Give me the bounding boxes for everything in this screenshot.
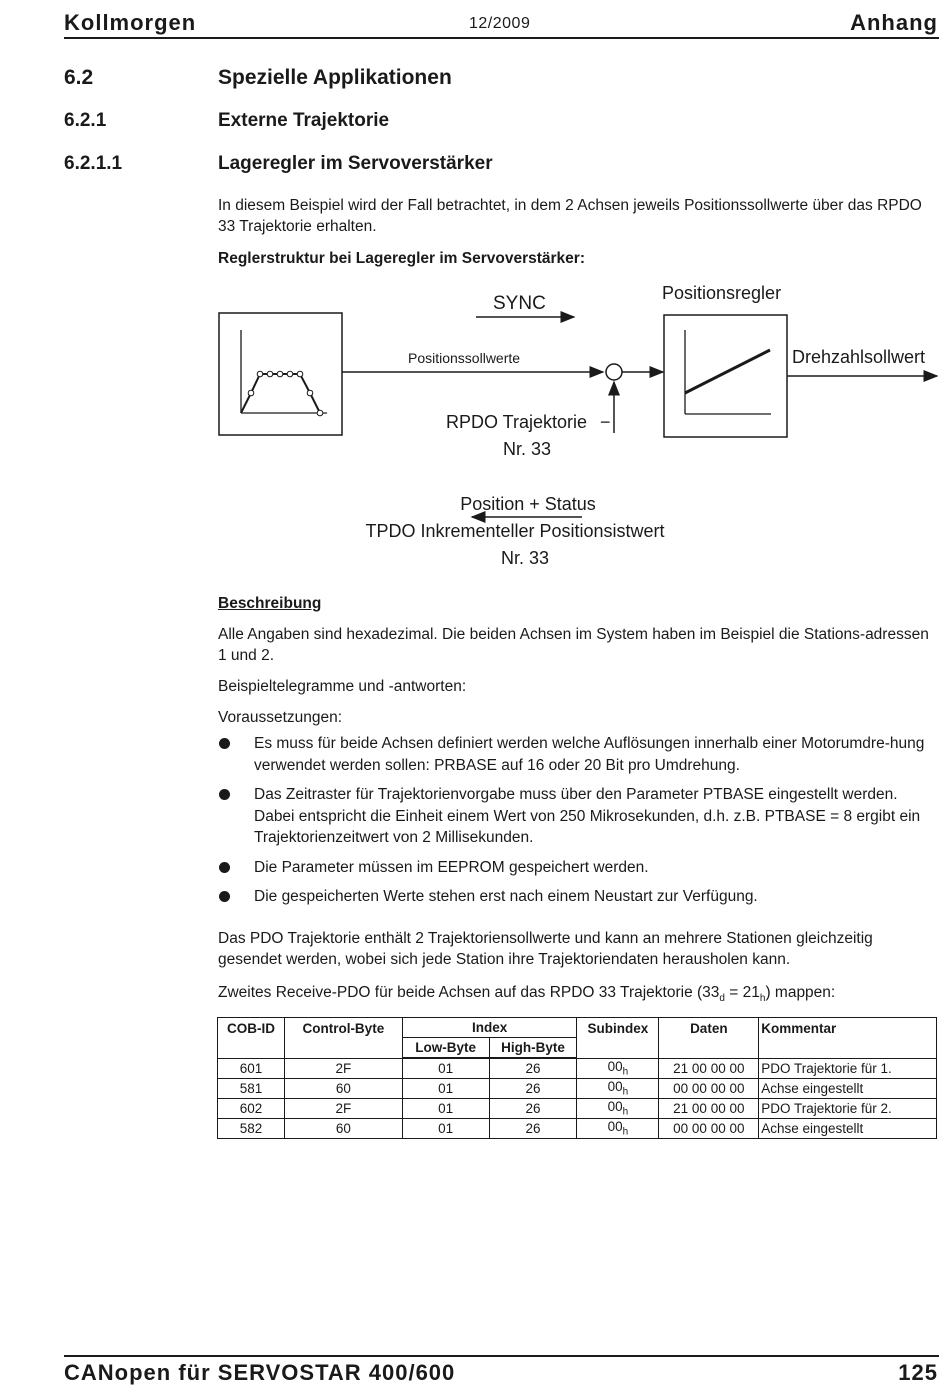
header-date: 12/2009 xyxy=(469,15,531,32)
label-drehzahlsollwert: Drehzahlsollwert xyxy=(792,347,926,367)
section-title-6-2-1-1: Lageregler im Servoverstärker xyxy=(218,153,493,174)
beschreibung-heading: Beschreibung xyxy=(218,595,322,612)
beschreibung-paragraph-1: Alle Angaben sind hexadezimal. Die beiden Achsen im System haben im Beispiel die Stations-adressen 1 und 2. xyxy=(218,626,929,664)
list-item: Es muss für beide Achsen definiert werden welche Auflösungen innerhalb einer Motorumdre-hung verwendet werden sollen: PRBASE auf 16 oder 20 Bit pro Umdrehung. xyxy=(218,733,936,776)
col-daten: Daten xyxy=(659,1018,759,1059)
table-row: 582 60 01 26 $00_h$ 00 00 00 00 Achse eingestellt xyxy=(218,1119,937,1139)
section-number-6-2: 6.2 xyxy=(64,66,94,89)
label-rpdo-nr: Nr. 33 xyxy=(502,439,552,459)
list-item: Das Zeitraster für Trajektorienvorgabe muss über den Parameter PTBASE eingestellt werden. Dabei entspricht die Einheit einem Wert von 250 Mikrosekunden, d.h. z.B. PTBASE = 8 ergibt ein Trajektorienzeitwert von 2 Millisekunden. xyxy=(218,784,936,849)
list-item: Die gespeicherten Werte stehen erst nach einem Neustart zur Verfügung. xyxy=(218,886,936,908)
mapping-table xyxy=(217,1017,937,1139)
col-low-byte: Low-Byte xyxy=(402,1038,489,1059)
col-cob-id: COB-ID xyxy=(218,1018,285,1059)
label-positionsregler: Positionsregler xyxy=(662,283,782,303)
label-sync: SYNC xyxy=(493,293,546,314)
col-kommentar: Kommentar xyxy=(759,1018,937,1059)
col-subindex: Subindex xyxy=(577,1018,659,1059)
page-number: 125 xyxy=(898,1360,938,1385)
label-positionssollwerte: Positionssollwerte xyxy=(408,350,521,366)
bullet-icon xyxy=(219,862,230,873)
header-company: Kollmorgen xyxy=(64,10,197,35)
col-index: Index xyxy=(402,1018,577,1038)
beschreibung-paragraph-3: Voraussetzungen: xyxy=(218,709,343,726)
section-title-6-2-1: Externe Trajektorie xyxy=(218,110,390,131)
label-position-status: Position + Status xyxy=(460,494,596,514)
footer-rule xyxy=(64,1355,939,1357)
trajectory-profile-box xyxy=(219,313,342,435)
table-row: 581 60 01 26 $00_h$ 00 00 00 00 Achse eingestellt xyxy=(218,1079,937,1099)
col-control-byte: Control-Byte xyxy=(284,1018,402,1059)
label-rpdo-trajektorie: RPDO Trajektorie xyxy=(446,412,588,432)
table-row: 602 2F 01 26 $00_h$ 21 00 00 00 PDO Trajektorie für 2. xyxy=(218,1099,937,1119)
summing-junction xyxy=(606,364,622,380)
section-number-6-2-1-1: 6.2.1.1 xyxy=(64,153,123,174)
beschreibung-paragraph-2: Beispieltelegramme und -antworten: xyxy=(218,678,467,695)
position-controller-box xyxy=(664,315,787,437)
section-number-6-2-1: 6.2.1 xyxy=(64,110,107,131)
mapping-paragraph: Zweites Receive-PDO für beide Achsen auf das RPDO 33 Trajektorie $(33_d = 21_h)$ mappen: xyxy=(218,984,836,1005)
pdo-paragraph: Das PDO Trajektorie enthält 2 Trajektoriensollwerte und kann an mehrere Stationen gleichzeitig gesendet werden, wobei sich jede Station ihre Trajektoriendaten herausholen kann. xyxy=(218,930,873,968)
prerequisites-list xyxy=(218,733,936,916)
label-tpdo-nr: Nr. 33 xyxy=(500,548,550,568)
header-chapter: Anhang xyxy=(850,10,938,35)
bullet-icon xyxy=(219,891,230,902)
control-structure-diagram xyxy=(0,0,950,600)
bullet-icon xyxy=(219,738,230,749)
col-high-byte: High-Byte xyxy=(489,1038,577,1059)
intro-paragraph: In diesem Beispiel wird der Fall betrachtet, in dem 2 Achsen jeweils Positionssollwerte über das RPDO 33 Trajektorie erhalten. xyxy=(218,197,922,235)
label-tpdo: TPDO Inkrementeller Positionsistwert xyxy=(365,521,665,541)
section-title-6-2: Spezielle Applikationen xyxy=(218,66,452,89)
diagram-caption: Reglerstruktur bei Lageregler im Servoverstärker: xyxy=(218,250,585,267)
table-row: 601 2F 01 26 $00_h$ 21 00 00 00 PDO Trajektorie für 1. xyxy=(218,1058,937,1079)
footer-title: CANopen für SERVOSTAR 400/600 xyxy=(64,1360,456,1385)
bullet-icon xyxy=(219,789,230,800)
list-item: Die Parameter müssen im EEPROM gespeichert werden. xyxy=(218,857,936,879)
label-minus: − xyxy=(600,412,611,432)
